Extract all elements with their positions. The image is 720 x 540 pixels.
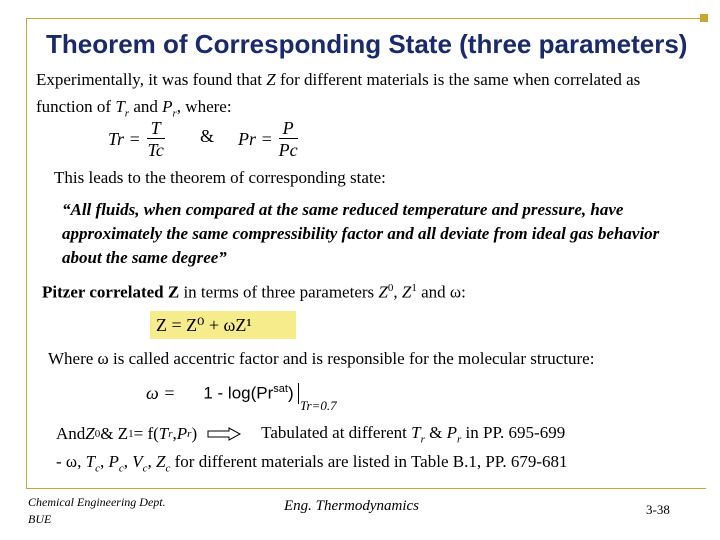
footer-page-number: 3-38 <box>646 502 670 517</box>
reduced-pressure-formula: Pr = $\frac{P}{Pc}$ <box>238 118 298 160</box>
frame-bottom-line <box>26 488 706 489</box>
correlation-line: And Z 0 & Z 1 = f( T r , P r ) Tabulated at different $T_r$ & $P_r$ in PP. 695-699 <box>56 423 566 446</box>
footer-course: Eng. Thermodynamics <box>284 498 419 514</box>
critical-properties-line: - ω, $T_c$, $P_c$, $V_c$, $Z_c$ for different materials are listed in Table B.1, PP. 679-681 <box>56 452 568 475</box>
slide-title: Theorem of Corresponding State (three parameters) <box>46 29 688 59</box>
where-text: Where ω is called accentric factor and is responsible for the molecular structure: <box>48 349 595 368</box>
omega-equation: ω = $1 - \log(Pr^{sat})$ <box>146 383 299 404</box>
leads-text: This leads to the theorem of corresponding state: <box>54 168 386 187</box>
pitzer-text: Pitzer correlated Z in terms of three parameters $Z^0$, $Z^1$ and ω: <box>42 282 466 302</box>
frame-left-line <box>26 18 27 488</box>
frame-corner-square <box>700 14 708 22</box>
formula-ampersand: & <box>200 126 215 146</box>
intro-paragraph: Experimentally, it was found that Z for different materials is the same when correlated as function of $T_r$ and $P_r$, where: <box>36 70 641 120</box>
theorem-quote: “All fluids, when compared at the same reduced temperature and pressure, have approximately the same compressibility factor and all deviate from ideal gas behavior about the same degree” <box>62 200 660 267</box>
frame-top-line <box>26 18 706 19</box>
omega-condition: Tr=0.7 <box>300 398 337 413</box>
footer-department: Chemical Engineering Dept. BUE <box>28 495 166 526</box>
right-arrow-icon <box>207 427 241 441</box>
reduced-temperature-formula: Tr = $\frac{T}{Tc}$ <box>108 118 164 160</box>
z-equation-box: Z = Z⁰ + ωZ¹ <box>150 311 296 339</box>
